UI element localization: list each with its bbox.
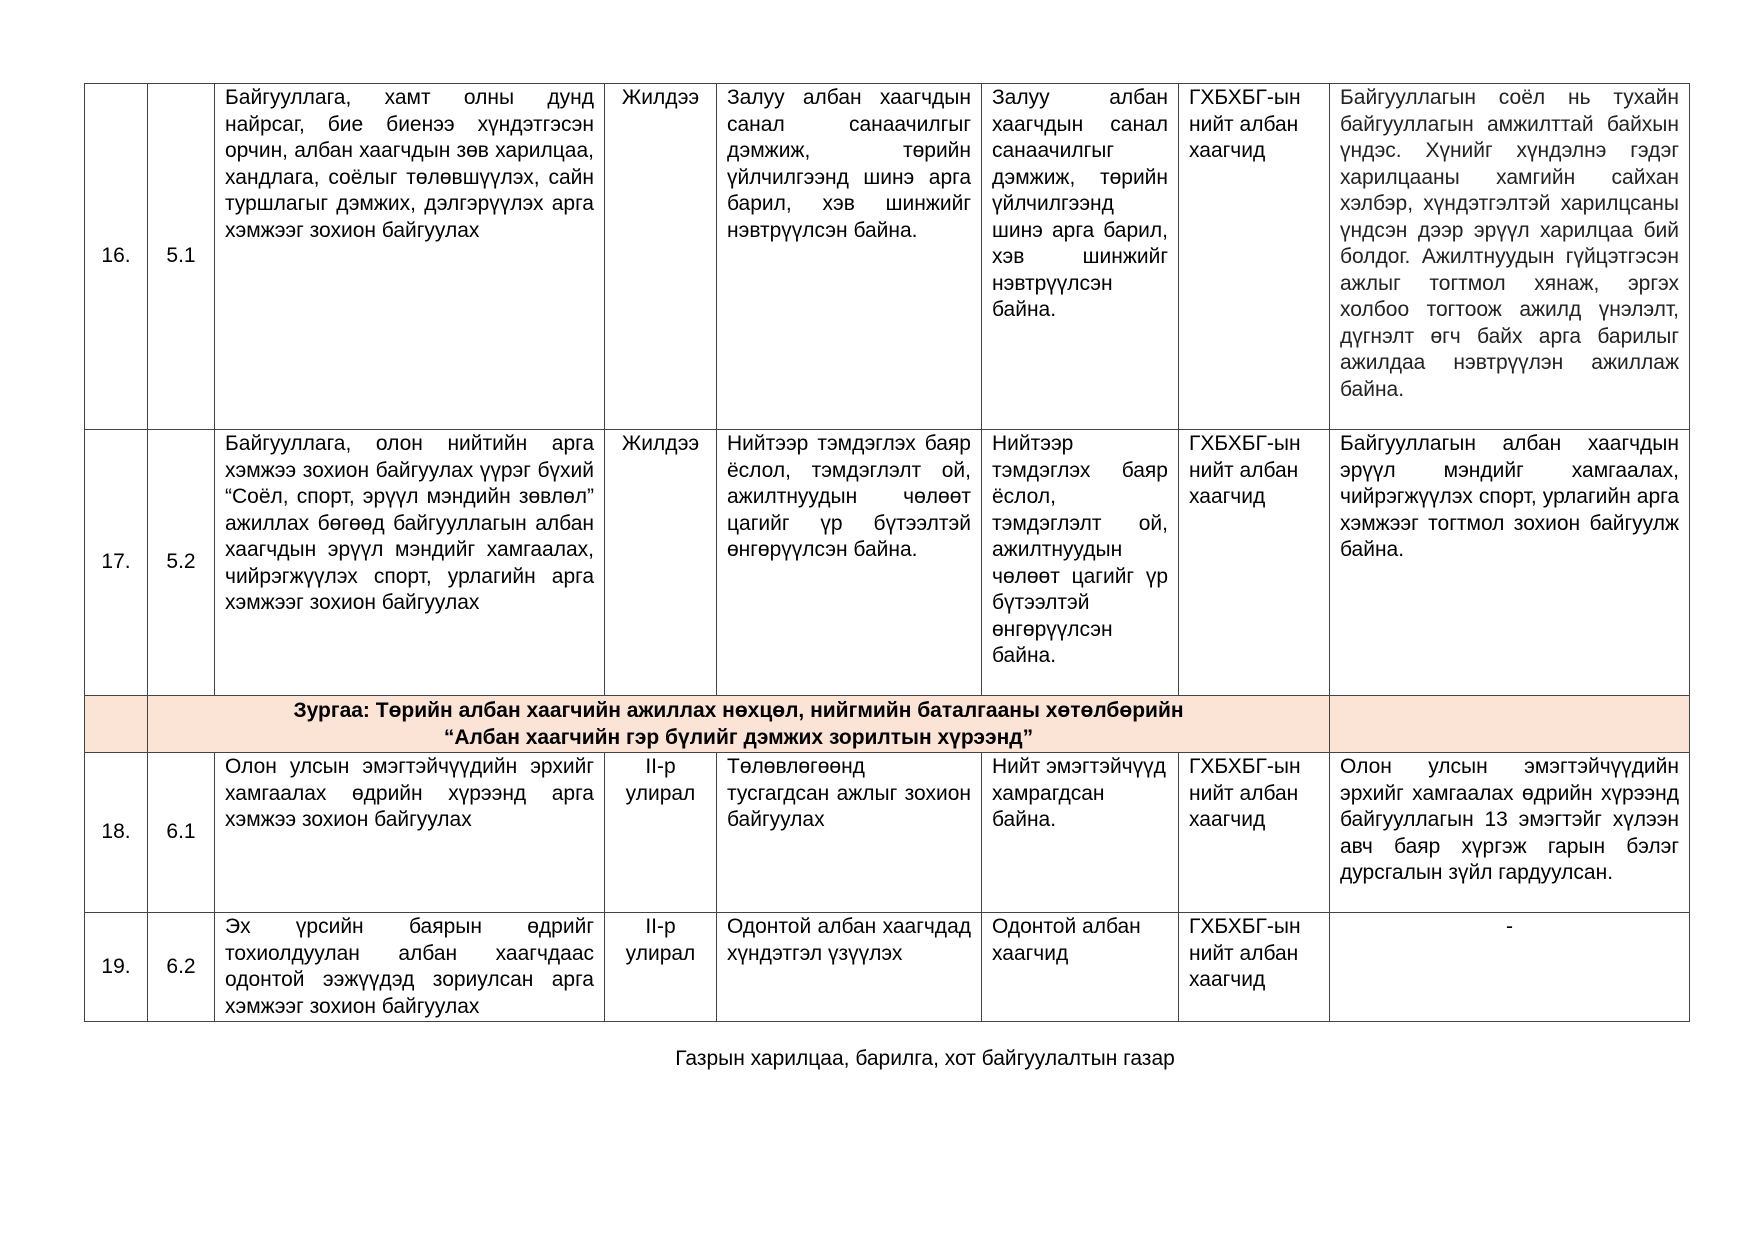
section-title: [148, 696, 1330, 753]
outcome-cell: Нийтээр тэмдэглэх баяр ёслол, тэмдэглэлт ой, ажилтнуудын чөлөөт цагийг үр бүтээлтэй өнгөрүүлсэн байна.: [717, 430, 982, 696]
activity-cell: Байгууллага, олон нийтийн арга хэмжээ зохион байгуулах үүрэг бүхий “Соёл, спорт, эрүүл мэндийн зөвлөл” ажиллах бөгөөд байгууллагын албан хаагчдын эрүүл мэндийг хамгаалах, чийрэгжүүлэх спорт, урлагийн арга хэмжээг зохион байгуулах: [215, 430, 605, 696]
outcome-cell: Төлөвлөгөөнд тусгагдсан ажлыг зохион байгуулах: [717, 753, 982, 913]
section-title-line: “Албан хаагчийн гэр бүлийг дэмжих зорилтын хүрээнд”: [443, 726, 1034, 749]
action-plan-table: [84, 83, 1690, 1022]
responsible-cell: ГХБХБГ-ын нийт албан хаагчид: [1179, 84, 1330, 430]
responsible-cell: ГХБХБГ-ын нийт албан хаагчид: [1179, 430, 1330, 696]
row-number: 16.: [85, 84, 148, 430]
row-code: 6.1: [148, 753, 215, 913]
timing-cell: II-р улирал: [605, 753, 717, 913]
timing-cell: Жилдээ: [605, 430, 717, 696]
row-code: 6.2: [148, 913, 215, 1022]
section-header-row: [85, 696, 1690, 753]
section-empty-cell: [85, 696, 148, 753]
section-title-line: Зургаа: Төрийн албан хаагчийн ажиллах нөхцөл, нийгмийн баталгааны хөтөлбөрийн: [293, 699, 1184, 722]
activity-cell: Эх үрсийн баярын өдрийг тохиолдуулан албан хаагчдаас одонтой ээжүүдэд зориулсан арга хэмжээг зохион байгуулах: [215, 913, 605, 1022]
row-number: 17.: [85, 430, 148, 696]
row-code: 5.1: [148, 84, 215, 430]
responsible-cell: ГХБХБГ-ын нийт албан хаагчид: [1179, 753, 1330, 913]
report-cell: Байгууллагын албан хаагчдын эрүүл мэндийг хамгаалах, чийрэгжүүлэх спорт, урлагийн арга хэмжээг тогтмол зохион байгуулж байна.: [1330, 430, 1690, 696]
report-cell: Олон улсын эмэгтэйчүүдийн эрхийг хамгаалах өдрийн хүрээнд байгууллагын 13 эмэгтэйг хүлээн авч баяр хүргэж гарын бэлэг дурсгалын зүйл гардуулсан.: [1330, 753, 1690, 913]
outcome-cell: Одонтой албан хаагчдад хүндэтгэл үзүүлэх: [717, 913, 982, 1022]
timing-cell: II-р улирал: [605, 913, 717, 1022]
row-number: 18.: [85, 753, 148, 913]
indicator-cell: Одонтой албан хаагчид: [982, 913, 1179, 1022]
report-cell: -: [1330, 913, 1690, 1022]
responsible-cell: ГХБХБГ-ын нийт албан хаагчид: [1179, 913, 1330, 1022]
table-row: [85, 913, 1690, 1022]
table-row: [85, 753, 1690, 913]
row-code: 5.2: [148, 430, 215, 696]
indicator-cell: Нийтээр тэмдэглэх баяр ёслол, тэмдэглэлт ой, ажилтнуудын чөлөөт цагийг үр бүтээлтэй өнгөрүүлсэн байна.: [982, 430, 1179, 696]
indicator-cell: Нийт эмэгтэйчүүд хамрагдсан байна.: [982, 753, 1179, 913]
table-row: [85, 84, 1690, 430]
timing-cell: Жилдээ: [605, 84, 717, 430]
row-number: 19.: [85, 913, 148, 1022]
indicator-cell: Залуу албан хаагчдын санал санаачилгыг дэмжиж, төрийн үйлчилгээнд шинэ арга барил, хэв шинжийг нэвтрүүлсэн байна.: [982, 84, 1179, 430]
outcome-cell: Залуу албан хаагчдын санал санаачилгыг дэмжиж, төрийн үйлчилгээнд шинэ арга барил, хэв шинжийг нэвтрүүлсэн байна.: [717, 84, 982, 430]
footer-organization: Газрын харилцаа, барилга, хот байгуулалтын газар: [675, 1047, 1175, 1070]
document-page: [84, 83, 1689, 1022]
section-empty-cell: [1330, 696, 1690, 753]
table-row: [85, 430, 1690, 696]
activity-cell: Олон улсын эмэгтэйчүүдийн эрхийг хамгаалах өдрийн хүрээнд арга хэмжээ зохион байгуулах: [215, 753, 605, 913]
report-cell: Байгууллагын соёл нь тухайн байгууллагын амжилттай байхын үндэс. Хүнийг хүндэлнэ гэдэг харилцааны хамгийн сайхан хэлбэр, хүндэтгэлтэй харилцсаны үндсэн дээр эрүүл харилцаа бий болдог. Ажилтнуудын гүйцэтгэсэн ажлыг тогтмол хянаж, эргэх холбоо тогтоож ажилд үнэлэлт, дүгнэлт өгч байх арга барилыг ажилдаа нэвтрүүлэн ажиллаж байна.: [1330, 84, 1690, 430]
activity-cell: Байгууллага, хамт олны дунд найрсаг, бие биенээ хүндэтгэсэн орчин, албан хаагчдын зөв харилцаа, хандлага, соёлыг төлөвшүүлэх, сайн туршлагыг дэмжих, дэлгэрүүлэх арга хэмжээг зохион байгуулах: [215, 84, 605, 430]
